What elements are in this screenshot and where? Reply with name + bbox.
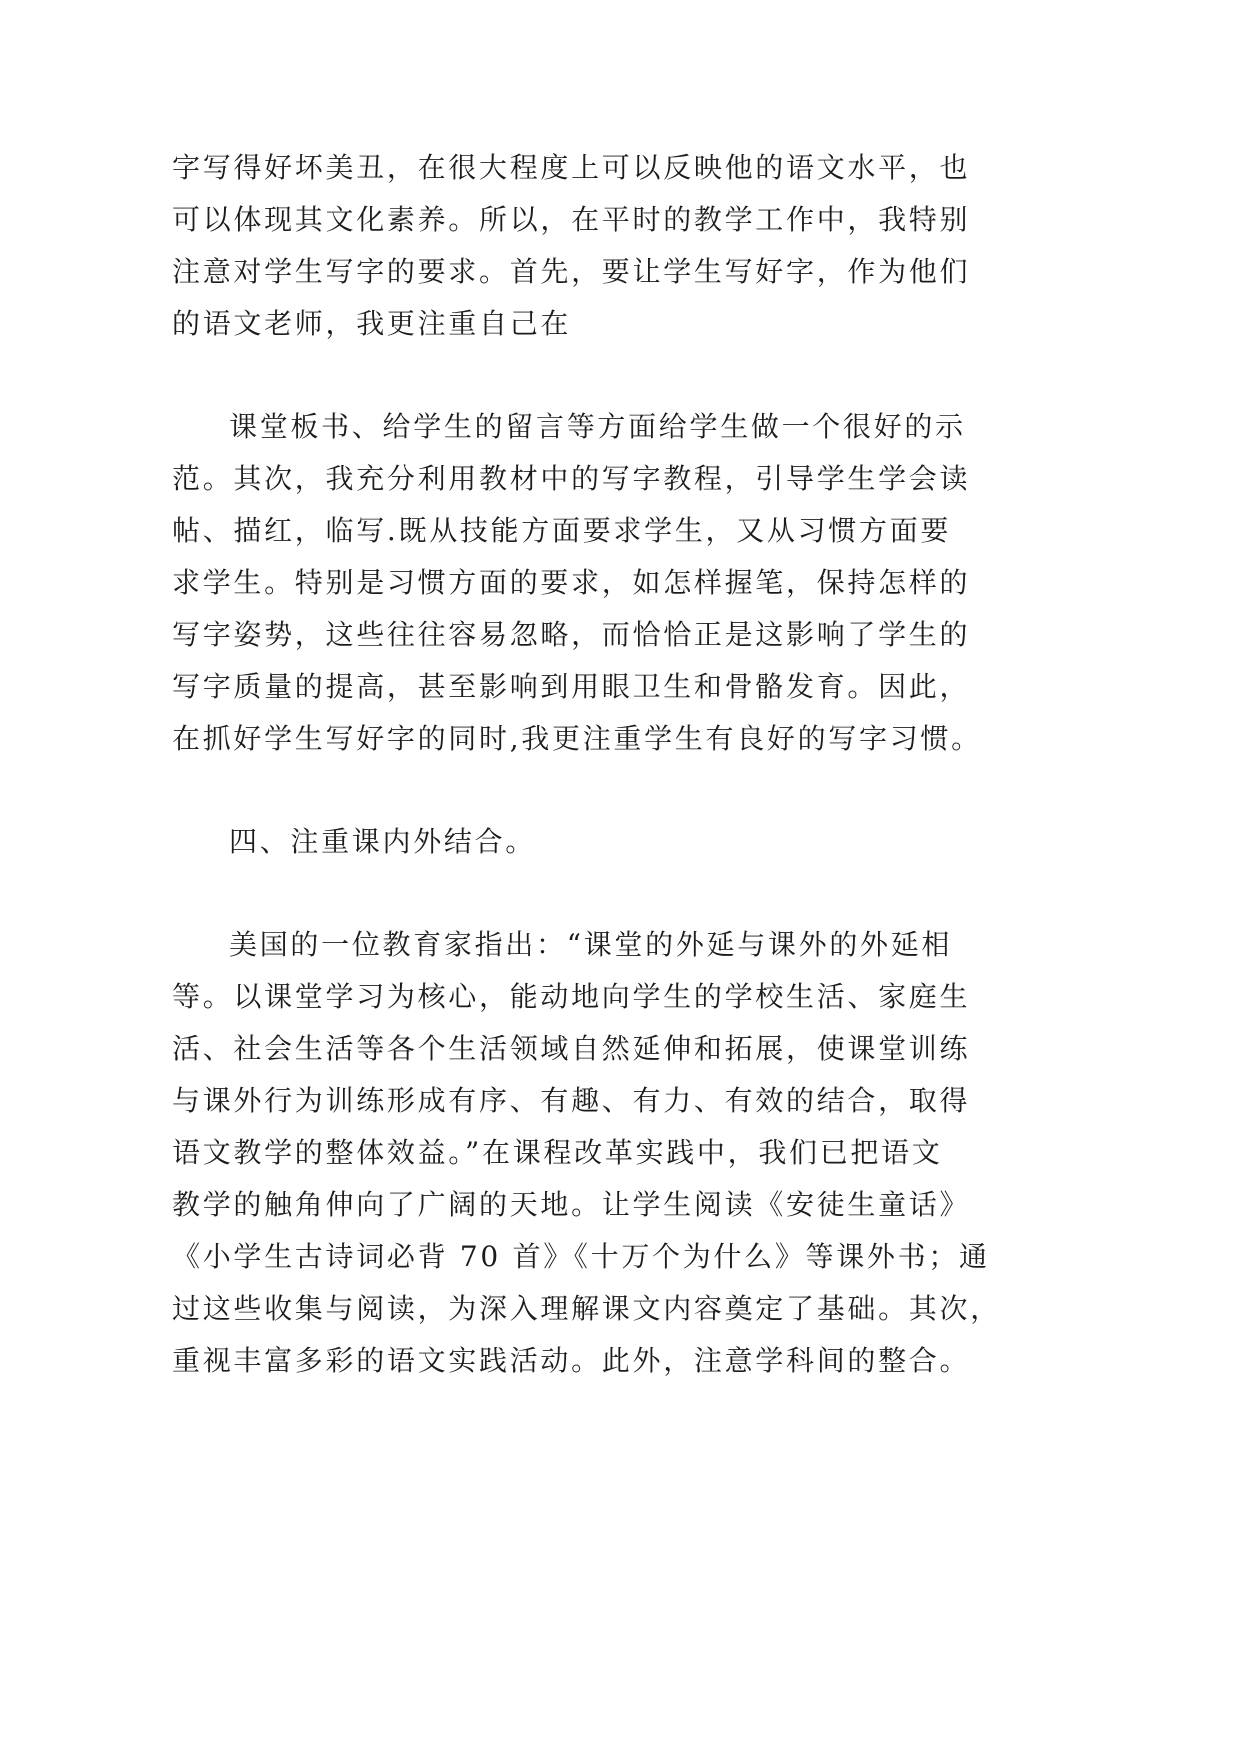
text-line: 等。以课堂学习为核心，能动地向学生的学校生活、家庭生 (172, 980, 971, 1013)
section-heading (172, 816, 992, 868)
document-body (172, 142, 1001, 1438)
text-line: 课堂板书、给学生的留言等方面给学生做一个很好的示 (229, 410, 966, 443)
text-line: 注意对学生写字的要求。首先，要让学生写好字，作为他们 (172, 255, 971, 288)
text-line: 美国的一位教育家指出：“课堂的外延与课外的外延相 (229, 928, 953, 961)
text-line: 重视丰富多彩的语文实践活动。此外，注意学科间的整合。 (172, 1344, 971, 1377)
paragraph (172, 919, 1001, 1387)
text-line: 写字质量的提高，甚至影响到用眼卫生和骨骼发育。因此， (172, 670, 971, 703)
text-line: 写字姿势，这些往往容易忽略，而恰恰正是这影响了学生的 (172, 618, 971, 651)
text-line: 可以体现其文化素养。所以，在平时的教学工作中，我特别 (172, 203, 971, 236)
text-line: 活、社会生活等各个生活领域自然延伸和拓展，使课堂训练 (172, 1032, 971, 1065)
text-line: 与课外行为训练形成有序、有趣、有力、有效的结合，取得 (172, 1084, 971, 1117)
paragraph (172, 401, 992, 765)
text-line: 过这些收集与阅读，为深入理解课文内容奠定了基础。其次， (172, 1292, 1001, 1325)
text-line: 《小学生古诗词必背 70 首》《十万个为什么》等课外书；通 (172, 1240, 990, 1273)
text-line: 字写得好坏美丑，在很大程度上可以反映他的语文水平，也 (172, 151, 971, 184)
text-line: 语文教学的整体效益。”在课程改革实践中，我们已把语文 (172, 1136, 943, 1169)
text-line: 帖、描红，临写.既从技能方面要求学生，又从习惯方面要 (172, 514, 952, 547)
text-line: 求学生。特别是习惯方面的要求，如怎样握笔，保持怎样的 (172, 566, 971, 599)
text-line: 的语文老师，我更注重自己在 (172, 307, 572, 340)
paragraph (172, 142, 992, 350)
section-heading-text: 四、注重课内外结合。 (229, 825, 537, 858)
text-line: 教学的触角伸向了广阔的天地。让学生阅读《安徒生童话》 (172, 1188, 971, 1221)
text-line: 在抓好学生写好字的同时,我更注重学生有良好的写字习惯。 (172, 722, 982, 755)
text-line: 范。其次，我充分利用教材中的写字教程，引导学生学会读 (172, 462, 971, 495)
